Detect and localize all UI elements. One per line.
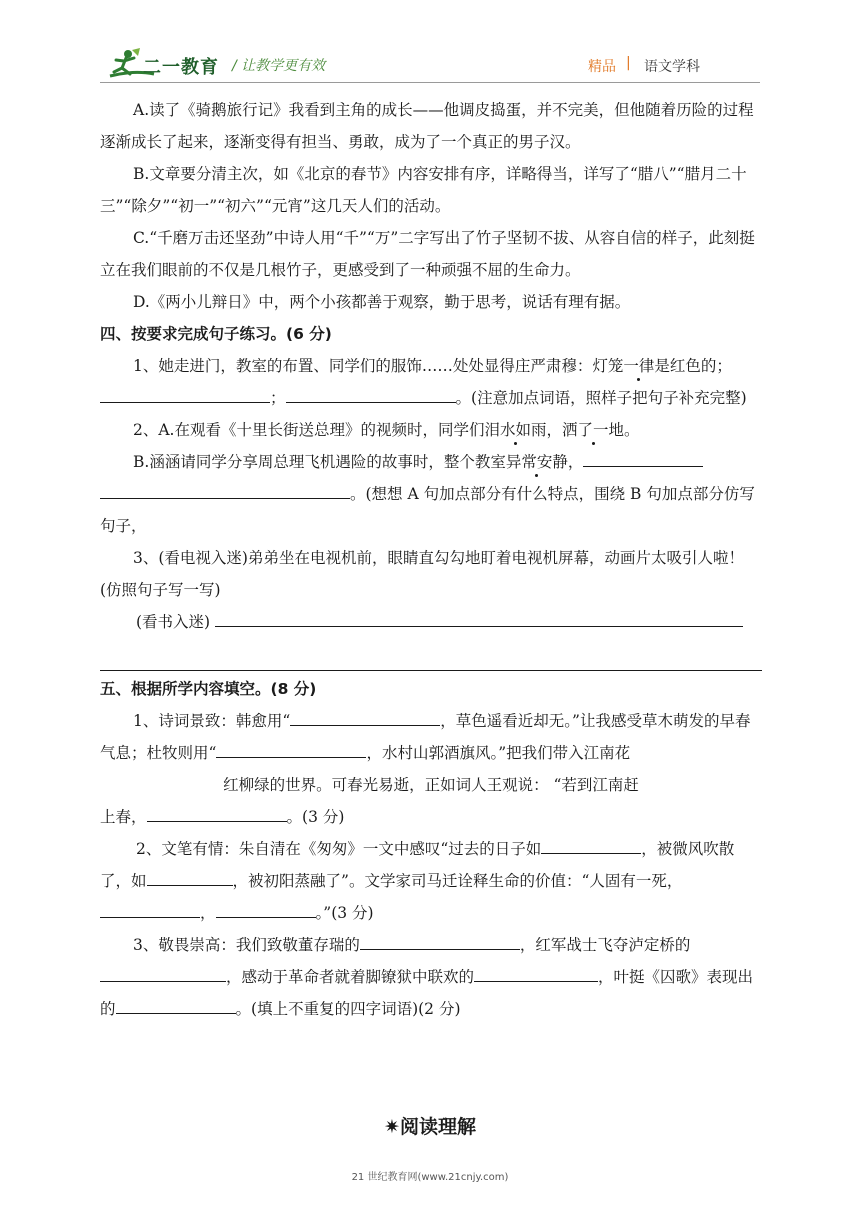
page-header xyxy=(0,0,860,90)
s4-question-1: 1、她走进门，教室的布置、同学们的服饰……处处显得庄严肃穆：灯笼一律是红色的；； 。(注意加点词语，照样子把句子补充完整) xyxy=(100,350,762,414)
dotted-word: 一律 xyxy=(623,357,655,375)
quality-label: 精品 xyxy=(588,59,616,75)
answer-blank[interactable] xyxy=(100,384,270,403)
s5-question-1: 1、诗词景致：韩愈用“ ，草色遥看近却无。”让我感受草木萌发的早春气息；杜牧则用“ ，水村山郭酒旗风。”把我们带入江南花 xyxy=(100,705,762,769)
answer-blank[interactable] xyxy=(583,448,703,467)
s4-question-2b: B.涵涵请同学分享周总理飞机遇险的故事时，整个教室异常安静，。(想想 A 句加点部分有什么特点，围绕 B 句加点部分仿写句子， xyxy=(100,446,762,542)
s4-question-3-answer: (看书入迷) xyxy=(100,606,762,638)
answer-blank[interactable] xyxy=(360,931,520,950)
answer-blank[interactable] xyxy=(147,867,233,886)
s5-question-1-cont: 红柳绿的世界。可春光易逝，正如词人王观说： “若到江南赶 xyxy=(223,776,639,794)
answer-blank[interactable] xyxy=(100,480,350,499)
s4-question-3: 3、(看电视入迷)弟弟坐在电视机前，眼睛直勾勾地盯着电视机屏幕，动画片太吸引人啦！ (仿照句子写一写) xyxy=(100,549,744,599)
s5-question-2: 2、文笔有情：朱自清在《匆匆》一文中感叹“过去的日子如 ，被微风吹散了，如 ，被初阳蒸融了”。文学家司马迁诠释生命的价值：“人固有一死，， 。”(3 分) xyxy=(100,833,762,929)
option-a: A.读了《骑鹅旅行记》我看到主角的成长——他调皮捣蛋，并不完美，但他随着历险的过程逐渐成长了起来，逐渐变得有担当、勇敢，成为了一个真正的男子汉。 xyxy=(100,101,754,151)
option-c: C.“千磨万击还坚劲”中诗人用“千”“万”二字写出了竹子坚韧不拔、从容自信的样子，此刻挺立在我们眼前的不仅是几根竹子，更感受到了一种顽强不屈的生命力。 xyxy=(100,229,755,279)
section-4-title: 四、按要求完成句子练习。(6 分) xyxy=(100,325,332,343)
answer-blank[interactable] xyxy=(100,963,226,982)
answer-blank[interactable] xyxy=(474,963,598,982)
header-separator: | xyxy=(626,55,631,71)
dotted-word: 异常安静 xyxy=(505,453,568,471)
answer-blank[interactable] xyxy=(286,384,456,403)
s5-question-3: 3、敬畏崇高：我们致敬董存瑞的 ，红军战士飞夺泸定桥的，感动于革命者就着脚镣狱中联欢的 ，叶挺《囚歌》表现出的 。(填上不重复的四字词语)(2 分) xyxy=(100,929,762,1025)
reading-section-title: ✷阅读理解 xyxy=(384,1116,476,1138)
header-divider xyxy=(100,82,760,83)
option-b: B.文章要分清主次，如《北京的春节》内容安排有序，详略得当，详写了“腊八”“腊月二十三”“除夕”“初一”“初六”“元宵”这几天人们的活动。 xyxy=(100,165,747,215)
subject-label: 语文学科 xyxy=(644,59,700,75)
answer-blank[interactable] xyxy=(216,739,366,758)
s4-question-2a: 2、A.在观看《十里长街送总理》的视频时，同学们泪水如雨，洒了一地。 xyxy=(133,421,640,439)
answer-blank[interactable] xyxy=(290,707,440,726)
answer-blank[interactable] xyxy=(116,995,236,1014)
s5-question-1-end: 上春， 。(3 分) xyxy=(100,801,762,833)
logo-text: 二一教育 xyxy=(143,57,219,78)
answer-blank[interactable] xyxy=(541,835,641,854)
document-body xyxy=(100,94,762,1025)
option-d: D.《两小儿辩日》中，两个小孩都善于观察，勤于思考，说话有理有据。 xyxy=(133,293,631,311)
section-5-title: 五、根据所学内容填空。(8 分) xyxy=(100,680,317,698)
answer-blank[interactable] xyxy=(216,899,316,918)
page-footer: 21 世纪教育网(www.21cnjy.com) xyxy=(351,1172,509,1183)
answer-blank[interactable] xyxy=(215,608,743,627)
answer-blank[interactable] xyxy=(147,803,287,822)
dotted-word: 洒了一地 xyxy=(562,421,625,439)
answer-blank[interactable] xyxy=(100,899,200,918)
dotted-word: 泪水如雨 xyxy=(484,421,547,439)
slogan: / 让教学更有效 xyxy=(232,58,326,74)
answer-line-full[interactable] xyxy=(100,644,762,671)
